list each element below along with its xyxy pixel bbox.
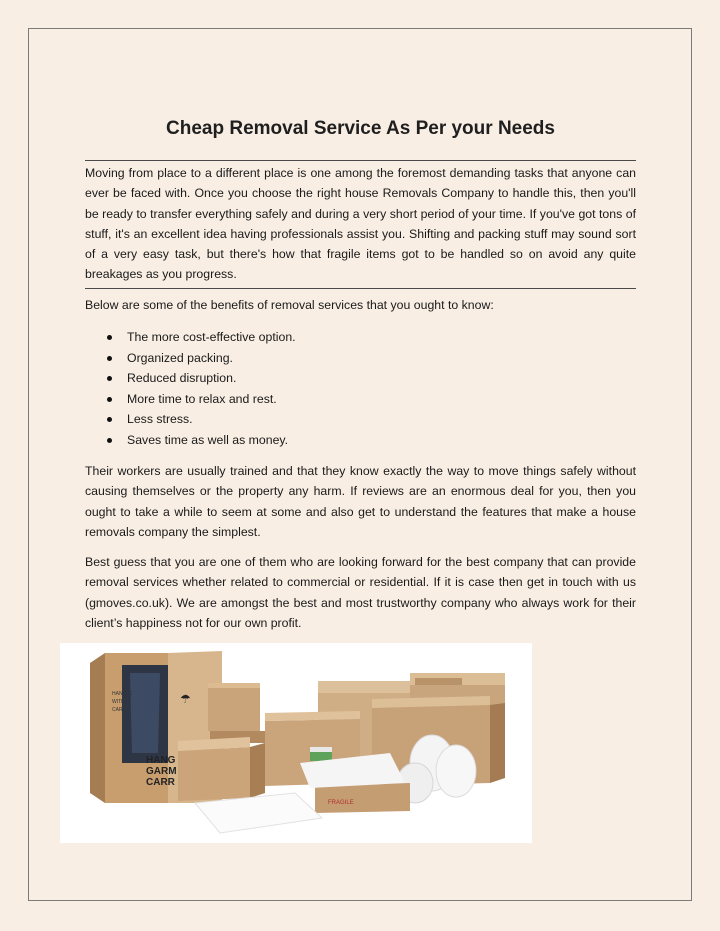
fragile-tape: FRAGILE <box>328 800 354 806</box>
intro-paragraph: Moving from place to a different place is one among the foremost demanding tasks that anyone can ever be faced with. Once you choose the right house Removals Company to handle this, then you'll be ready to transfer everything safely and during a very short period of your time. If you've got tons of stuff, it's an excellent idea having professionals assist you. Shifting and packing stuff may sound sort of a very easy task, but there's how that fragile items got to be handled so on avoid any quite breakages as you progress. <box>85 160 636 289</box>
benefits-list <box>85 327 678 450</box>
svg-text:HANDLE: HANDLE <box>112 691 133 697</box>
moving-boxes-photo <box>60 643 532 843</box>
document-title: Cheap Removal Service As Per your Needs <box>166 118 555 139</box>
workers-paragraph: Their workers are usually trained and that they know exactly the way to move things safely without causing themselves or the property any harm. If reviews are an enormous deal for you, then you ought to take a while to seem at some and also get to understand the features that make a house removals company the simplest. <box>85 464 636 539</box>
list-item: The more cost-effective option. <box>127 327 678 348</box>
list-item: Organized packing. <box>127 348 678 369</box>
box-label-line: GARM <box>146 766 177 777</box>
benefits-intro: Below are some of the benefits of removal services that you ought to know: <box>85 298 494 312</box>
box-label-line: HANG <box>146 755 176 766</box>
box-label-line: CARR <box>146 777 175 788</box>
contact-paragraph: Best guess that you are one of them who are looking forward for the best company that can provide removal services whether related to commercial or residential. If it is case then get in touch with us (gmoves.co.uk). We are amongst the best and most trustworthy company who always work for their client’s happiness not for our own profit. <box>85 555 636 630</box>
list-item: Reduced disruption. <box>127 368 678 389</box>
moving-boxes-illustration <box>60 643 532 843</box>
svg-text:WITH: WITH <box>112 699 125 705</box>
list-item: More time to relax and rest. <box>127 389 678 410</box>
list-item: Saves time as well as money. <box>127 430 678 451</box>
svg-text:☂: ☂ <box>180 692 191 706</box>
list-item: Less stress. <box>127 409 678 430</box>
svg-text:CARE: CARE <box>112 707 126 713</box>
